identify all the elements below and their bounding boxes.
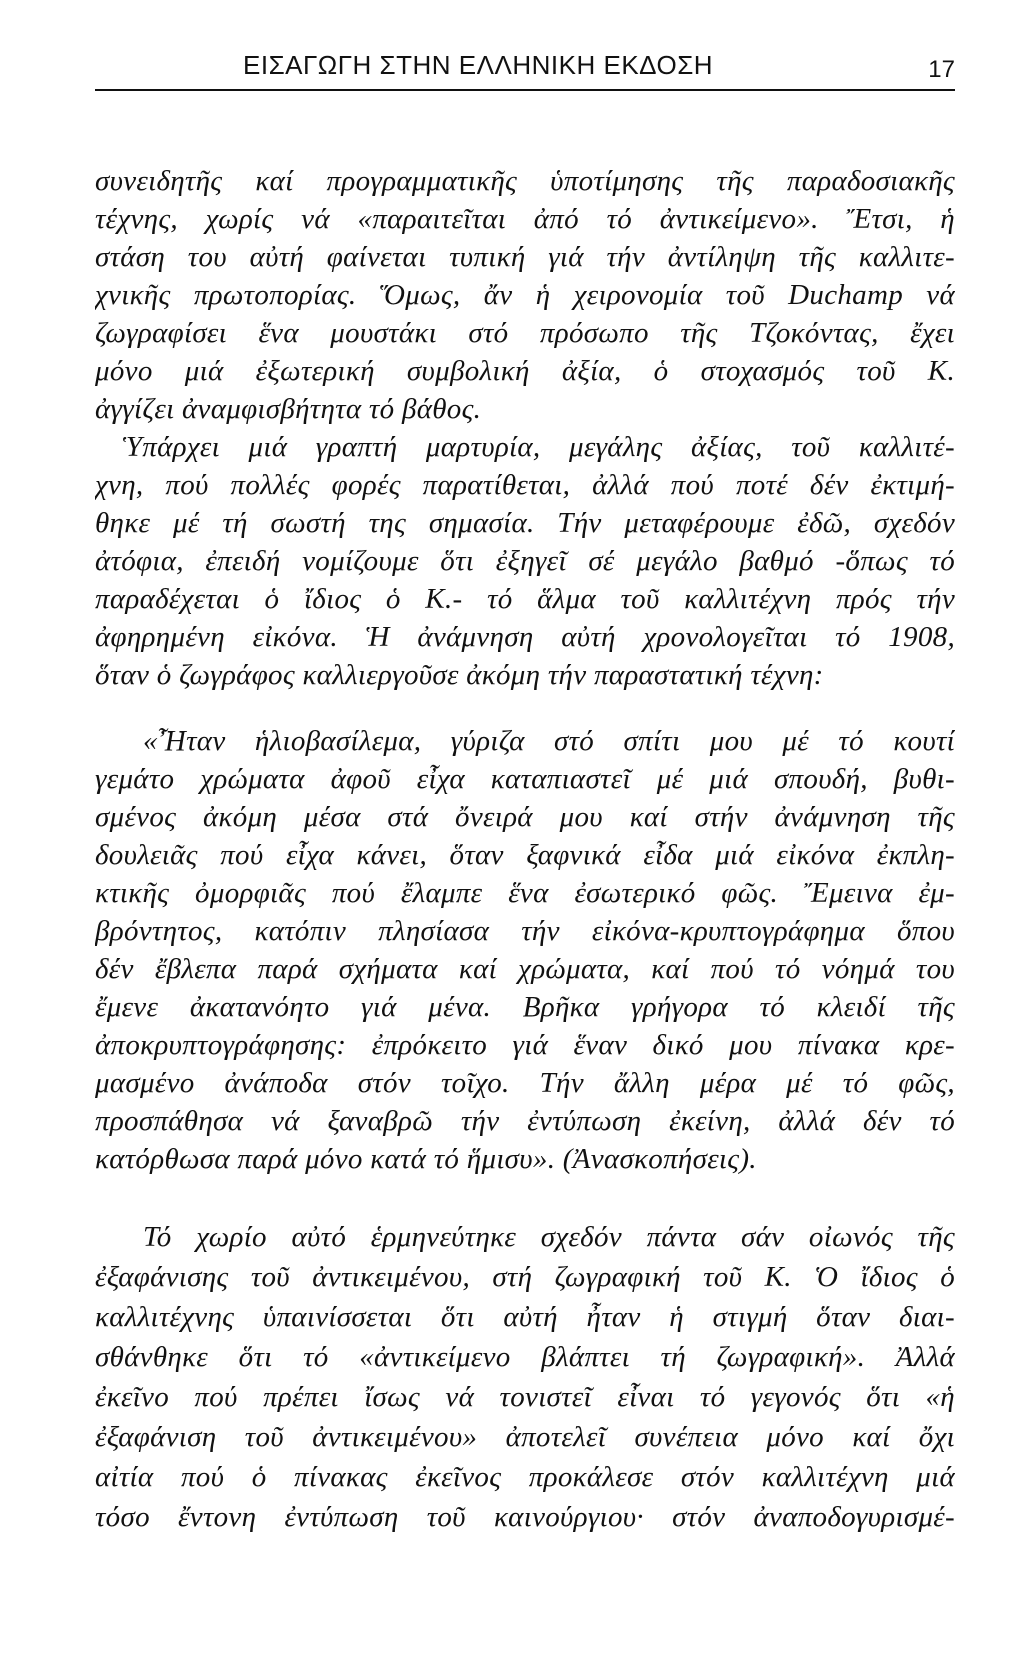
text-line: κατόρθωσα παρά μόνο κατά τό ἥμισυ». (Ἀνασκοπήσεις).	[95, 1143, 757, 1175]
text-line: βρόντητος, κατόπιν πλησίασα τήν εἰκόνα-κρυπτογράφημα ὅπου	[95, 915, 955, 947]
text-line: δουλειᾶς πού εἶχα κάνει, ὅταν ξαφνικά εἶδα μιά εἰκόνα ἐκπλη-	[95, 839, 955, 871]
text-line: ἐξαφάνιση τοῦ ἀντικειμένου» ἀποτελεῖ συνέπεια μόνο καί ὄχι	[95, 1421, 955, 1453]
text-line: ἀγγίζει ἀναμφισβήτητα τό βάθος.	[95, 393, 482, 425]
block-quotation	[95, 722, 955, 1178]
text-line: τέχνης, χωρίς νά «παραιτεῖται ἀπό τό ἀντικείμενο». Ἔτσι, ἡ	[95, 203, 955, 235]
paragraph-3	[95, 1217, 955, 1537]
text-line: γεμάτο χρώματα ἀφοῦ εἶχα καταπιαστεῖ μέ μιά σπουδή, βυθι-	[95, 763, 955, 795]
text-line: θηκε μέ τή σωστή της σημασία. Τήν μεταφέρουμε ἐδῶ, σχεδόν	[95, 507, 955, 539]
text-line: παραδέχεται ὁ ἴδιος ὁ Κ.- τό ἅλμα τοῦ καλλιτέχνη πρός τήν	[95, 583, 955, 615]
text-line: σμένος ἀκόμη μέσα στά ὄνειρά μου καί στήν ἀνάμνηση τῆς	[95, 801, 955, 833]
text-line: μόνο μιά ἐξωτερική συμβολική ἀξία, ὁ στοχασμός τοῦ Κ.	[95, 355, 955, 387]
text-line: ζωγραφίσει ἕνα μουστάκι στό πρόσωπο τῆς Τζοκόντας, ἔχει	[95, 317, 955, 349]
text-line: ὅταν ὁ ζωγράφος καλλιεργοῦσε ἀκόμη τήν παραστατική τέχνη:	[95, 659, 824, 691]
header-rule	[95, 89, 955, 91]
paragraph-1	[95, 162, 955, 428]
text-line: συνειδητῆς καί προγραμματικῆς ὑποτίμησης τῆς παραδοσιακῆς	[95, 165, 955, 197]
page-number: 17	[928, 56, 955, 83]
text-line: κτικῆς ὀμορφιᾶς πού ἔλαμπε ἕνα ἐσωτερικό φῶς. Ἔμεινα ἐμ-	[95, 877, 955, 909]
text-line: στάση του αὐτή φαίνεται τυπική γιά τήν ἀντίληψη τῆς καλλιτε-	[95, 241, 955, 273]
text-line: μασμένο ἀνάποδα στόν τοῖχο. Τήν ἄλλη μέρα μέ τό φῶς,	[95, 1067, 955, 1099]
text-line: Ὑπάρχει μιά γραπτή μαρτυρία, μεγάλης ἀξίας, τοῦ καλλιτέ-	[123, 431, 955, 463]
text-line: χνη, πού πολλές φορές παρατίθεται, ἀλλά πού ποτέ δέν ἐκτιμή-	[95, 469, 955, 501]
text-line: ἀφηρημένη εἰκόνα. Ἡ ἀνάμνηση αὐτή χρονολογεῖται τό 1908,	[95, 621, 955, 653]
text-line: τόσο ἔντονη ἐντύπωση τοῦ καινούργιου· στόν ἀναποδογυρισμέ-	[95, 1501, 955, 1533]
text-line: «Ἦταν ἡλιοβασίλεμα, γύριζα στό σπίτι μου μέ τό κουτί	[143, 725, 955, 757]
text-line: χνικῆς πρωτοπορίας. Ὅμως, ἄν ἡ χειρονομία τοῦ Duchamp νά	[95, 279, 955, 311]
text-line: ἀτόφια, ἐπειδή νομίζουμε ὅτι ἐξηγεῖ σέ μεγάλο βαθμό -ὅπως τό	[95, 545, 955, 577]
text-line: δέν ἔβλεπα παρά σχήματα καί χρώματα, καί πού τό νόημά του	[95, 953, 955, 985]
paragraph-2	[95, 428, 955, 694]
text-line: ἀποκρυπτογράφησης: ἐπρόκειτο γιά ἕναν δικό μου πίνακα κρε-	[95, 1029, 955, 1061]
text-line: καλλιτέχνης ὑπαινίσσεται ὅτι αὐτή ἦταν ἡ στιγμή ὅταν διαι-	[95, 1301, 955, 1333]
text-line: ἐξαφάνισης τοῦ ἀντικειμένου, στή ζωγραφική τοῦ Κ. Ὁ ἴδιος ὁ	[95, 1261, 955, 1293]
text-line: Τό χωρίο αὐτό ἑρμηνεύτηκε σχεδόν πάντα σάν οἰωνός τῆς	[143, 1221, 955, 1253]
running-header	[95, 48, 955, 88]
text-line: προσπάθησα νά ξαναβρῶ τήν ἐντύπωση ἐκείνη, ἀλλά δέν τό	[95, 1105, 955, 1137]
text-line: σθάνθηκε ὅτι τό «ἀντικείμενο βλάπτει τή ζωγραφική». Ἀλλά	[95, 1341, 955, 1373]
text-line: ἔμενε ἀκατανόητο γιά μένα. Βρῆκα γρήγορα τό κλειδί τῆς	[95, 991, 955, 1023]
text-line: αἰτία πού ὁ πίνακας ἐκεῖνος προκάλεσε στόν καλλιτέχνη μιά	[95, 1461, 955, 1493]
running-title: ΕΙΣΑΓΩΓΗ ΣΤΗΝ ΕΛΛΗΝΙΚΗ ΕΚΔΟΣΗ	[243, 50, 714, 80]
text-line: ἐκεῖνο πού πρέπει ἴσως νά τονιστεῖ εἶναι τό γεγονός ὅτι «ἡ	[95, 1381, 955, 1413]
